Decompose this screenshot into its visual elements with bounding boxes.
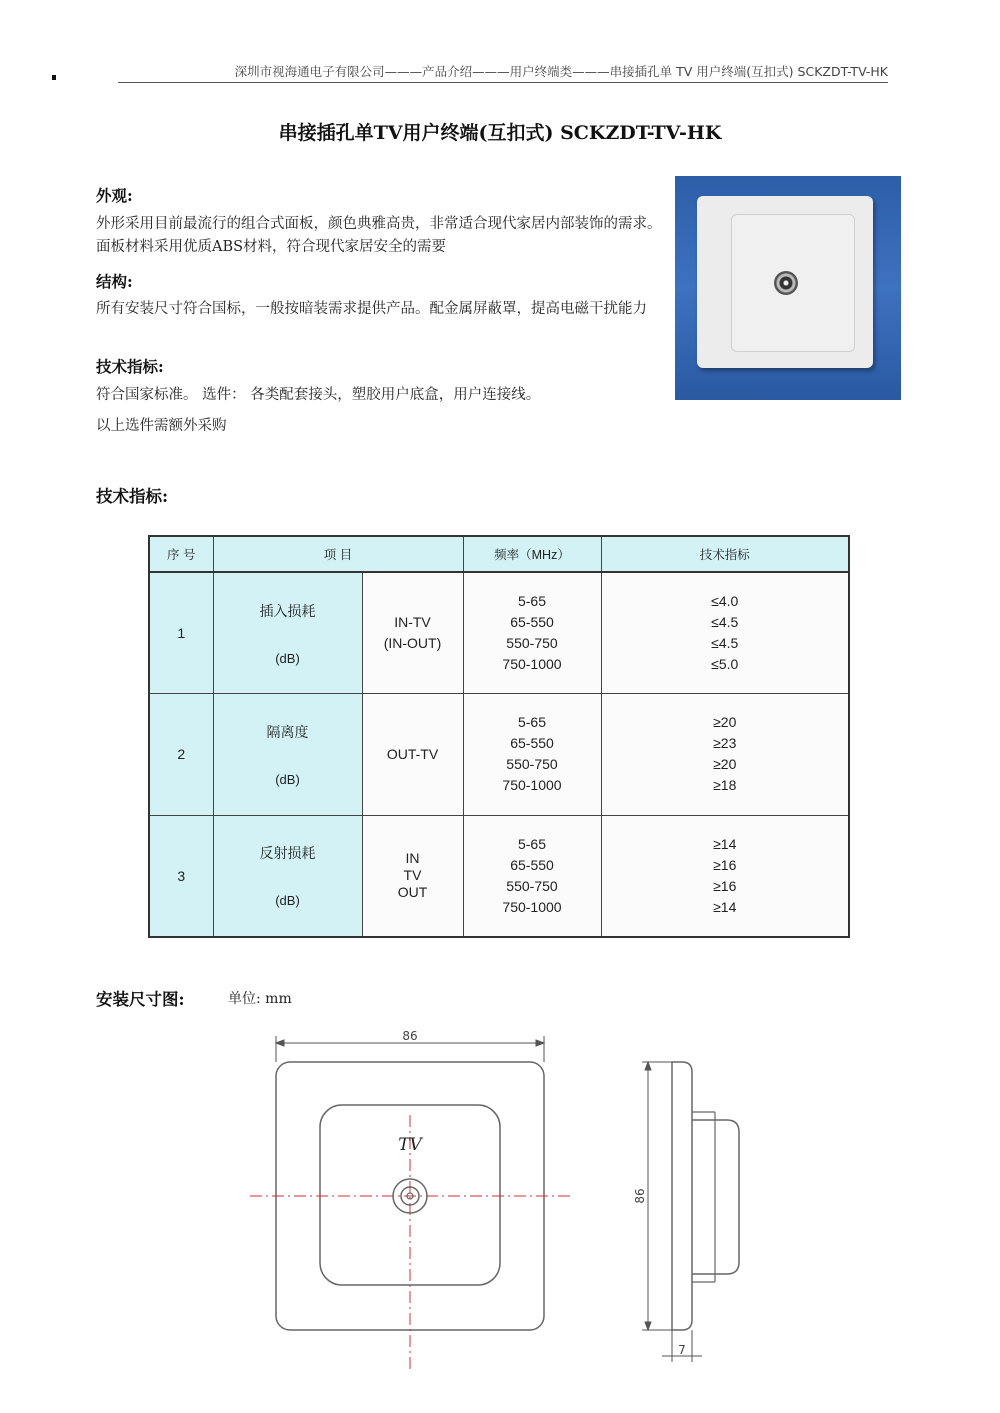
appearance-heading: 外观: [96,186,133,205]
spec-value: ≥14 [713,898,737,915]
spec-value: ≤4.5 [711,614,739,631]
front-width-label: 86 [402,1029,418,1043]
spec-value: ≥16 [713,877,737,894]
freq-value: 750-1000 [502,898,562,915]
row-no: 3 [149,815,213,937]
freq-value: 65-550 [510,856,554,873]
freq-value: 65-550 [510,614,554,631]
spec-value: ≤5.0 [711,656,739,673]
item-name: 反射损耗 [259,845,316,862]
structure-heading: 结构: [96,272,133,291]
spec-heading: 技术指标: [96,487,169,506]
freq-value: 5-65 [517,835,547,852]
tech-text-2: 以上选件需额外采购 [96,418,227,434]
row-no: 1 [149,572,213,694]
front-tv-label: TV [398,1135,422,1155]
header-no: 序 号 [149,536,213,572]
freq-value: 750-1000 [502,656,562,673]
spec-value: ≥14 [713,835,737,852]
freq-value: 550-750 [506,756,558,773]
spec-value: ≥20 [713,714,737,731]
item-unit: (dB) [275,650,300,666]
tech-text-1: 符合国家标准。 选件： 各类配套接头，塑胶用户底盒，用户连接线。 [96,387,541,403]
spec-value: ≤4.5 [711,635,739,652]
item-unit: (dB) [275,893,300,909]
freq-value: 550-750 [506,877,558,894]
spec-value: ≤4.0 [711,593,739,610]
item-unit: (dB) [275,771,300,787]
freq-value: 750-1000 [502,777,562,794]
freq-value: 550-750 [506,635,558,652]
item-name: 隔离度 [266,723,309,740]
side-height-label: 86 [633,1188,647,1204]
side-plate-outline [672,1062,692,1330]
header-item: 项 目 [213,536,463,572]
row-no: 2 [149,694,213,815]
spec-value: ≥16 [713,856,737,873]
spec-value: ≥23 [713,735,737,752]
freq-value: 5-65 [517,714,547,731]
side-depth-label: 7 [678,1343,686,1357]
spec-value: ≥20 [713,756,737,773]
install-unit: 单位: mm [228,991,292,1007]
page-header: 深圳市视海通电子有限公司———产品介绍———用户终端类———串接插孔单 TV 用户终端(互扣式) SCKZDT-TV-HK [118,62,888,83]
item-name: 插入损耗 [259,602,316,619]
tech-heading: 技术指标: [96,357,164,376]
appearance-text: 外形采用目前最流行的组合式面板，颜色典雅高贵，非常适合现代家居内部装饰的需求。面板材料采用优质ABS材料，符合现代家居安全的需要 [96,216,662,255]
row-port: OUT-TV [362,694,463,815]
freq-value: 65-550 [510,735,554,752]
row-port: IN TV OUT [362,815,463,937]
header-freq: 频率（MHz） [463,536,601,572]
freq-value: 5-65 [517,593,547,610]
structure-text: 所有安装尺寸符合国标，一般按暗装需求提供产品。配金属屏蔽罩，提高电磁干扰能力 [96,301,647,317]
row-port: IN-TV (IN-OUT) [362,572,463,694]
spec-value: ≥18 [713,777,737,794]
header-spec: 技术指标 [601,536,849,572]
page-title: 串接插孔单TV用户终端(互扣式) SCKZDT-TV-HK [278,122,722,144]
install-heading: 安装尺寸图: [96,990,185,1009]
